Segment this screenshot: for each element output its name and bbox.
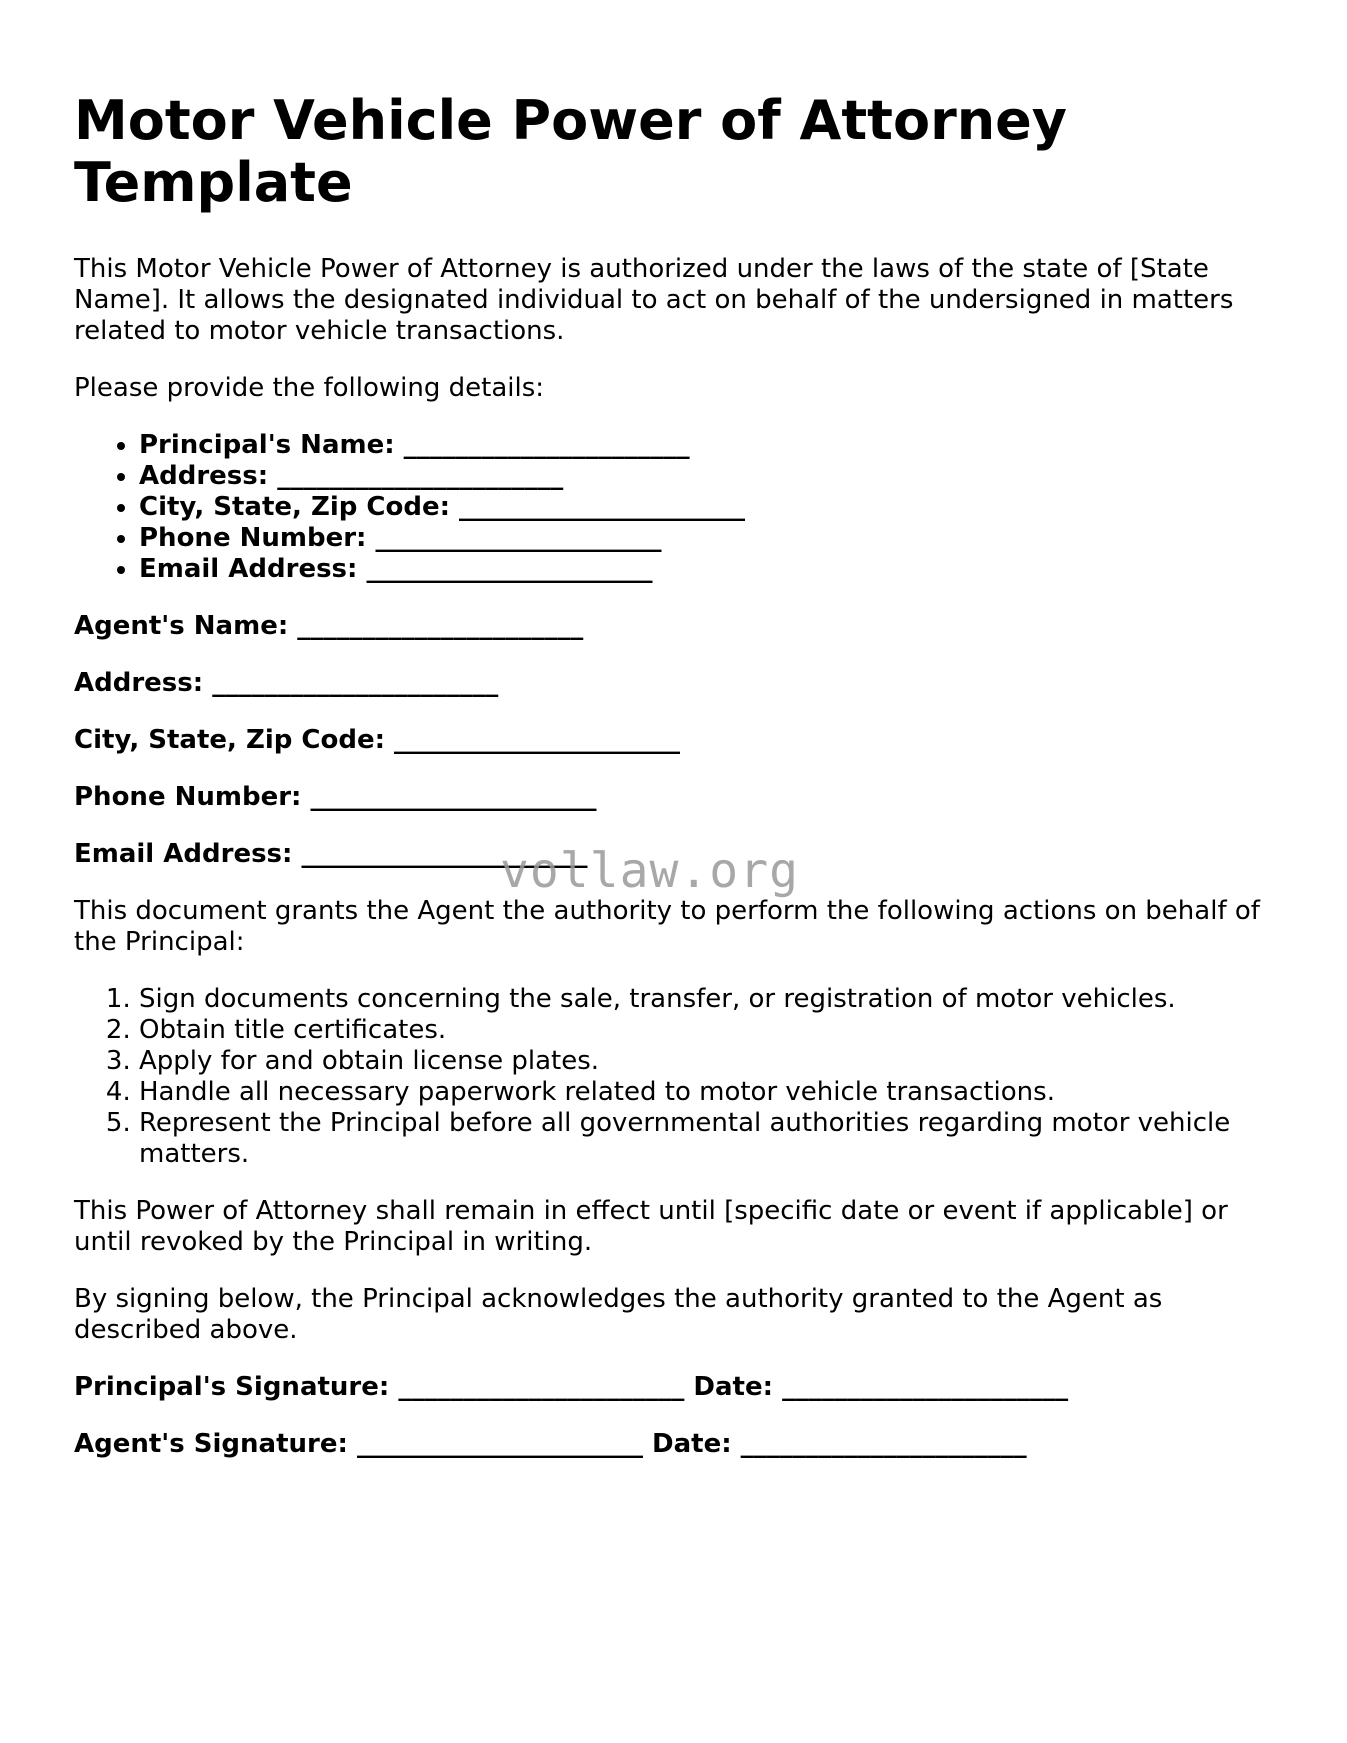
acknowledgement-paragraph: By signing below, the Principal acknowledges the authority granted to the Agent as described above. (74, 1284, 1163, 1345)
blank-line: ______________________ (459, 492, 746, 522)
document-title: Motor Vehicle Power of Attorney Template (74, 89, 1067, 214)
agent-address-field: Address: ______________________ (74, 668, 499, 698)
principal-fields-list (74, 430, 1274, 585)
agent-name-field: Agent's Name: ______________________ (74, 611, 584, 641)
action-item: 2. Obtain title certificates. (139, 1015, 1274, 1046)
watermark: vollaw.org (500, 843, 799, 899)
blank-line: ______________________ (277, 461, 564, 491)
blank-line: ______________________ (394, 725, 681, 755)
principal-address-field: • Address: ______________________ (139, 461, 1274, 492)
blank-line: ______________________ (297, 611, 584, 641)
principal-email-field: • Email Address: ______________________ (139, 554, 1274, 585)
blank-line: ______________________ (782, 1372, 1069, 1402)
principal-name-field: • Principal's Name: ______________________ (139, 430, 1274, 461)
intro-paragraph: This Motor Vehicle Power of Attorney is authorized under the laws of the state of [State Name]. It allows the designated individual to act on behalf of the undersigned in matters related to motor vehicle transactions. (74, 254, 1234, 346)
blank-line: ______________________ (212, 668, 499, 698)
details-prompt: Please provide the following details: (74, 373, 545, 403)
document-page (74, 90, 1274, 1486)
blank-line: ______________________ (310, 782, 597, 812)
agent-city-state-zip-field: City, State, Zip Code: ______________________ (74, 725, 681, 755)
principal-phone-field: • Phone Number: ______________________ (139, 523, 1274, 554)
actions-list (74, 984, 1274, 1170)
blank-line: ______________________ (301, 839, 588, 869)
blank-line: ______________________ (398, 1372, 685, 1402)
action-item: 3. Apply for and obtain license plates. (139, 1046, 1274, 1077)
authority-intro: This document grants the Agent the authority to perform the following actions on behalf of the Principal: (74, 896, 1260, 957)
effect-paragraph: This Power of Attorney shall remain in effect until [specific date or event if applicable] or until revoked by the Principal in writing. (74, 1196, 1228, 1257)
agent-signature-line: Agent's Signature: ______________________ Date: ______________________ (74, 1429, 1027, 1459)
blank-line: ______________________ (375, 523, 662, 553)
agent-phone-field: Phone Number: ______________________ (74, 782, 597, 812)
blank-line: ______________________ (366, 554, 653, 584)
blank-line: ______________________ (356, 1429, 643, 1459)
principal-signature-line: Principal's Signature: ______________________ Date: ______________________ (74, 1372, 1069, 1402)
action-item: 4. Handle all necessary paperwork related to motor vehicle transactions. (139, 1077, 1274, 1108)
action-item: 5. Represent the Principal before all governmental authorities regarding motor vehicle matters. (139, 1108, 1274, 1170)
agent-email-field: Email Address: ______________________ (74, 839, 588, 869)
blank-line: ______________________ (403, 430, 690, 460)
action-item: 1. Sign documents concerning the sale, transfer, or registration of motor vehicles. (139, 984, 1274, 1015)
blank-line: ______________________ (740, 1429, 1027, 1459)
principal-city-state-zip-field: • City, State, Zip Code: ______________________ (139, 492, 1274, 523)
